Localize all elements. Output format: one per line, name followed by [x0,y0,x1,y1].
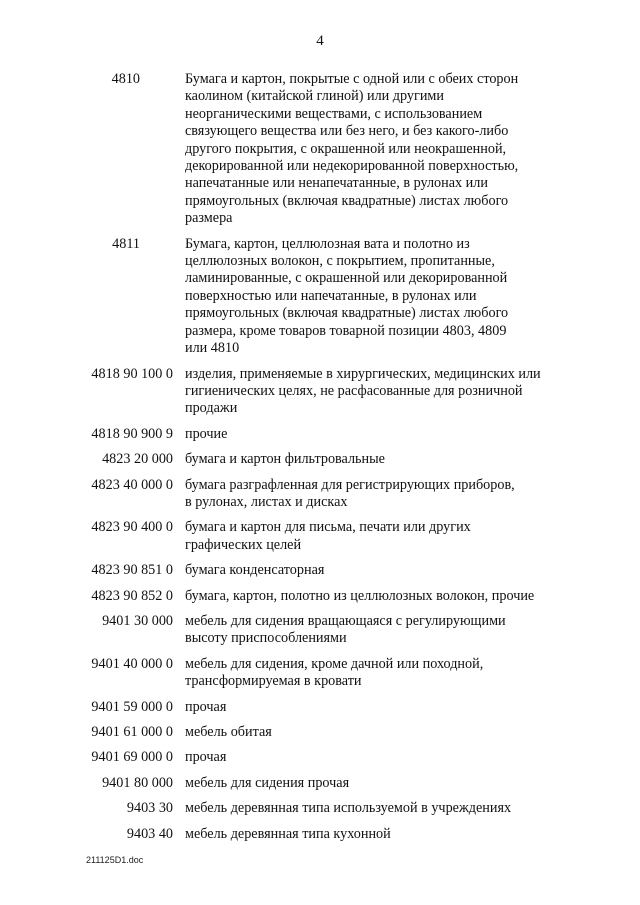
code-entry [0,366,640,418]
code-entry [0,749,640,766]
description-line: бумага и картон для письма, печати или других [185,519,471,536]
description-line: бумага, картон, полотно из целлюлозных волокон, прочие [185,587,535,604]
description-line: Бумага, картон, целлюлозная вата и полотно из [185,235,470,252]
code-entry [0,775,640,792]
description-line: неорганическими веществами, с использованием [185,105,483,122]
tariff-code: 9403 30 [126,800,173,817]
description-line: прочие [185,425,228,442]
tariff-code: 9401 69 000 0 [91,749,173,766]
tariff-code: 9401 80 000 [102,774,173,791]
code-entry [0,426,640,443]
code-description [185,451,575,468]
code-entry [0,724,640,741]
description-line: прямоугольных (включая квадратные) листах любого [185,192,509,209]
description-line: каолином (китайской глиной) или другими [185,88,445,105]
code-description [185,71,575,228]
code-entry [0,477,640,512]
description-line: мебель для сидения прочая [185,774,350,791]
code-entry [0,236,640,358]
code-description [185,749,575,766]
code-description [185,426,575,443]
description-line: целлюлозных волокон, с покрытием, пропитанные, [185,253,495,270]
description-line: Бумага и картон, покрытые с одной или с обеих сторон [185,71,519,87]
description-line: мебель обитая [185,724,272,740]
tariff-code-table [0,71,640,851]
description-line: продажи [185,400,238,417]
description-line: размера, кроме товаров товарной позиции 4803, 4809 [185,322,507,339]
tariff-code: 4818 90 900 9 [91,425,173,442]
code-entry [0,71,640,228]
code-entry [0,656,640,691]
description-line: ламинированные, с окрашенной или декорированной [185,270,508,287]
tariff-code: 4823 20 000 [102,451,173,468]
code-entry [0,451,640,468]
code-description [185,588,575,605]
code-description [185,366,575,418]
tariff-code: 4823 90 852 0 [91,587,173,604]
description-line: бумага и картон фильтровальные [185,451,385,468]
tariff-code: 4823 40 000 0 [91,476,173,493]
description-line: прочая [185,698,227,715]
tariff-code: 4823 90 400 0 [91,519,173,536]
code-description [185,477,575,512]
code-entry [0,699,640,716]
code-entry [0,826,640,843]
description-line: бумага разграфленная для регистрирующих приборов, [185,476,515,493]
tariff-code: 9401 40 000 0 [91,655,173,672]
description-line: мебель для сидения, кроме дачной или походной, [185,655,484,672]
code-description [185,775,575,792]
description-line: высоту приспособлениями [185,630,347,647]
description-line: в рулонах, листах и дисках [185,493,348,510]
code-description [185,613,575,648]
code-description [185,826,575,843]
description-line: декорированной или недекорированной поверхностью, [185,158,519,175]
description-line: гигиенических целях, не расфасованные для розничной [185,382,523,399]
code-description [185,724,575,741]
tariff-code: 4823 90 851 0 [91,562,173,579]
code-entry [0,613,640,648]
description-line: мебель деревянная типа используемой в учреждениях [185,800,512,817]
description-line: напечатанные или ненапечатанные, в рулонах или [185,175,488,192]
code-description [185,699,575,716]
page-number: 4 [316,33,324,49]
code-description [185,236,575,358]
code-description [185,800,575,817]
tariff-code: 9401 61 000 0 [91,724,173,740]
description-line: связующего вещества или без него, и без какого-либо [185,123,509,140]
description-line: бумага конденсаторная [185,562,325,579]
code-entry [0,562,640,579]
description-line: размера [185,210,233,227]
tariff-code: 4811 [112,235,140,252]
description-line: другого покрытия, с окрашенной или неокрашенной, [185,140,507,157]
tariff-code: 9403 40 [126,825,173,842]
description-line: мебель для сидения вращающаяся с регулирующими [185,612,506,629]
code-description [185,656,575,691]
code-description [185,562,575,579]
code-entry [0,588,640,605]
tariff-code: 4810 [111,71,140,87]
description-line: прямоугольных (включая квадратные) листах любого [185,305,509,322]
description-line: графических целей [185,536,302,553]
code-description [185,519,575,554]
tariff-code: 9401 30 000 [102,612,173,629]
description-line: изделия, применяемые в хирургических, медицинских или [185,365,541,382]
code-entry [0,800,640,817]
description-line: прочая [185,749,227,766]
tariff-code: 9401 59 000 0 [91,698,173,715]
tariff-code: 4818 90 100 0 [91,365,173,382]
description-line: или 4810 [185,340,240,357]
description-line: поверхностью или напечатанные, в рулонах или [185,287,477,304]
code-entry [0,519,640,554]
description-line: мебель деревянная типа кухонной [185,825,391,842]
description-line: трансформируемая в кровати [185,673,362,690]
document-filename: 211125D1.doc [86,855,144,865]
